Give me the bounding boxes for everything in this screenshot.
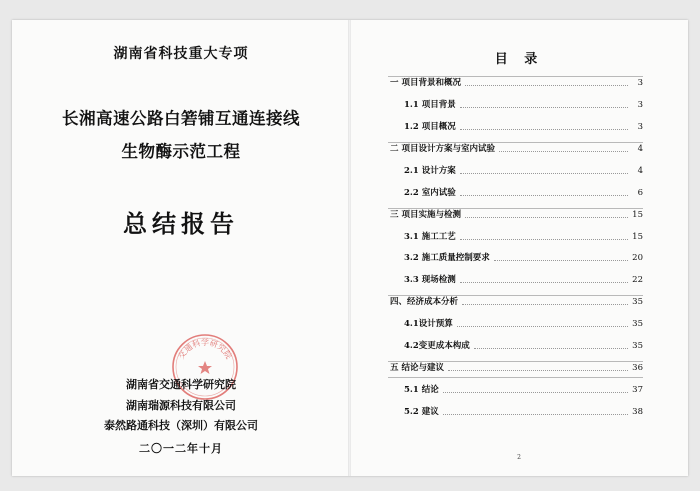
toc-leader — [460, 195, 628, 196]
svg-text:交通科学研究院 — [176, 337, 234, 361]
seal-text: 交通科学研究院 — [176, 338, 234, 361]
toc-entry-5-1[interactable] — [390, 376, 643, 398]
toc-entry-4-1[interactable] — [390, 310, 643, 332]
toc-entry-page: 15 — [632, 209, 643, 220]
toc-entry-text: 3.1 施工工艺 — [404, 231, 456, 242]
toc-entry-text: 5.2 建议 — [404, 407, 439, 417]
toc-entry-3-2[interactable] — [390, 245, 643, 267]
toc-heading: 目 录 — [494, 52, 544, 67]
document-spread — [12, 20, 688, 476]
toc-entry-3[interactable] — [390, 201, 643, 223]
toc-entry-text: 一 项目背景和概况 — [390, 77, 461, 88]
toc-leader — [457, 326, 628, 327]
toc-entry-page: 4 — [637, 165, 643, 176]
cover-organization-1: 湖南省交通科学研究院 — [126, 378, 236, 391]
toc-leader — [499, 151, 628, 152]
toc-entry-page: 37 — [632, 385, 643, 396]
toc-entry-text: 二 项目设计方案与室内试验 — [390, 143, 495, 154]
cover-organization-2: 湖南瑞源科技有限公司 — [126, 399, 236, 412]
toc-entry-text: 2.1 设计方案 — [404, 165, 456, 176]
toc-entry-5-2[interactable] — [390, 398, 643, 420]
cover-page — [12, 20, 350, 476]
toc-list — [390, 69, 643, 420]
toc-entry-1[interactable] — [390, 69, 643, 91]
toc-entry-page: 22 — [632, 275, 643, 286]
toc-leader — [443, 392, 628, 393]
toc-leader — [460, 239, 628, 240]
toc-leader — [443, 414, 628, 415]
toc-entry-page: 35 — [632, 341, 643, 352]
toc-leader — [460, 129, 628, 130]
toc-entry-page: 35 — [632, 319, 643, 330]
toc-entry-page: 3 — [637, 99, 643, 110]
toc-leader — [494, 260, 628, 261]
toc-entry-text: 三 项目实施与检测 — [390, 209, 461, 220]
toc-entry-text: 2.2 室内试验 — [404, 187, 456, 198]
cover-kicker: 湖南省科技重大专项 — [113, 46, 249, 62]
official-seal-stamp — [169, 331, 241, 403]
toc-entry-1-1[interactable] — [390, 91, 643, 113]
cover-organization-3: 泰然路通科技（深圳）有限公司 — [104, 419, 258, 432]
cover-report-type: 总结报告 — [123, 209, 239, 238]
toc-page — [350, 20, 688, 476]
toc-entry-text: 五 结论与建议 — [390, 363, 444, 374]
toc-entry-text: 1.2 项目概况 — [404, 121, 456, 132]
toc-entry-3-1[interactable] — [390, 223, 643, 245]
toc-entry-2[interactable] — [390, 135, 643, 157]
toc-entry-2-2[interactable] — [390, 179, 643, 201]
toc-entry-page: 15 — [632, 231, 643, 242]
toc-entry-page: 6 — [637, 187, 643, 198]
toc-entry-page: 35 — [632, 297, 643, 308]
toc-entry-text: 1.1 项目背景 — [404, 99, 456, 110]
toc-leader — [465, 85, 628, 86]
toc-entry-page: 36 — [632, 363, 643, 374]
toc-leader — [460, 282, 628, 283]
toc-entry-page: 3 — [637, 77, 643, 88]
toc-leader — [460, 107, 628, 108]
toc-entry-page: 38 — [632, 407, 643, 417]
toc-end-divider — [388, 377, 643, 378]
toc-entry-1-2[interactable] — [390, 113, 643, 135]
toc-leader — [465, 217, 628, 218]
cover-date: 二〇一二年十月 — [139, 442, 223, 455]
toc-leader — [462, 304, 628, 305]
toc-entry-page: 20 — [632, 253, 643, 264]
toc-leader — [460, 173, 628, 174]
cover-title-line-1: 长湘高速公路白箬铺互通连接线 — [62, 109, 300, 128]
toc-entry-text: 3.2 施工质量控制要求 — [404, 253, 490, 264]
toc-entry-4[interactable] — [390, 288, 643, 310]
toc-entry-text: 3.3 现场检测 — [404, 275, 456, 286]
toc-entry-2-1[interactable] — [390, 157, 643, 179]
toc-entry-page: 4 — [637, 143, 643, 154]
toc-leader — [448, 370, 628, 371]
toc-entry-text: 4.2变更成本构成 — [404, 341, 470, 352]
cover-title-line-2: 生物酶示范工程 — [121, 142, 241, 161]
toc-leader — [474, 348, 628, 349]
toc-entry-text: 5.1 结论 — [404, 385, 439, 396]
toc-entry-4-2[interactable] — [390, 332, 643, 354]
page-number: 2 — [517, 454, 521, 461]
toc-entry-3-3[interactable] — [390, 266, 643, 288]
toc-entry-text: 4.1设计预算 — [404, 319, 453, 330]
toc-entry-5[interactable] — [390, 354, 643, 376]
toc-entry-text: 四、经济成本分析 — [390, 297, 459, 308]
toc-entry-page: 3 — [637, 121, 643, 132]
